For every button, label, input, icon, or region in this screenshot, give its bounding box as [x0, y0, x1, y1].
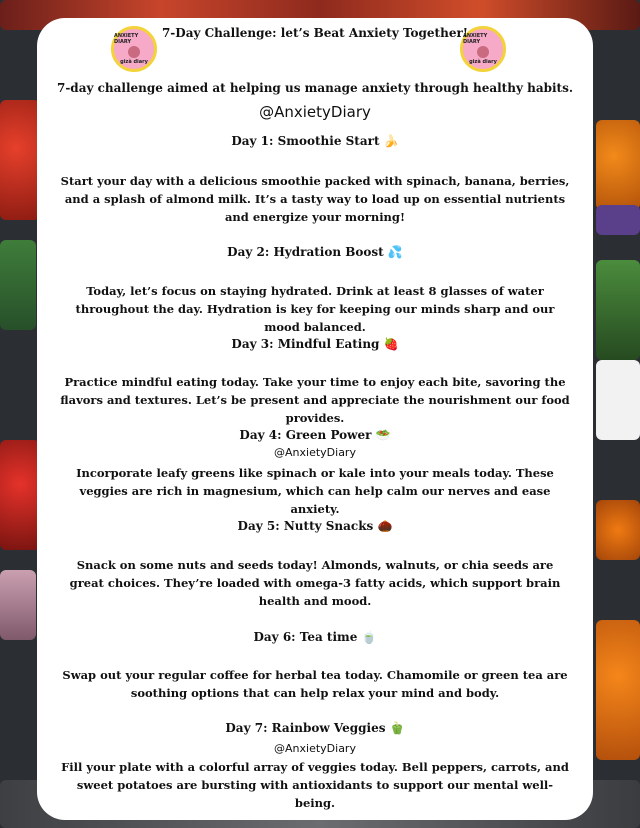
day-6-text: Swap out your regular coffee for herbal tea today. Chamomile or green tea are soothing options that can help relax your mind and body.	[62, 668, 568, 700]
challenge-card	[37, 18, 593, 820]
produce-shelf	[596, 205, 640, 235]
day-heading-text: Day 7: Rainbow Veggies	[225, 721, 386, 735]
bell-pepper-icon: 🫑	[389, 721, 405, 735]
day-7-heading	[37, 721, 593, 735]
tea-cup-icon: 🍵	[361, 630, 377, 644]
logo-face-icon	[128, 46, 140, 58]
day-heading-text: Day 4: Green Power	[239, 428, 372, 442]
day-2-heading	[37, 245, 593, 259]
produce-shelf	[0, 440, 40, 550]
day-6-heading	[37, 630, 593, 644]
day-heading-text: Day 1: Smoothie Start	[231, 134, 380, 148]
day-4-heading	[37, 428, 593, 442]
day-heading-text: Day 3: Mindful Eating	[231, 337, 380, 351]
author-handle: @AnxietyDiary	[259, 103, 371, 121]
day-3-heading	[37, 337, 593, 351]
produce-shelf	[0, 100, 40, 220]
price-tag	[596, 360, 640, 440]
water-drops-icon: 💦	[387, 245, 403, 259]
salad-icon: 🥗	[375, 428, 391, 442]
chestnut-icon: 🌰	[377, 519, 393, 533]
logo-text-top: ANXIETY DIARY	[463, 33, 488, 45]
produce-shelf	[0, 570, 36, 640]
author-handle: @AnxietyDiary	[274, 446, 356, 459]
day-1-heading	[37, 134, 593, 148]
produce-shelf	[596, 260, 640, 360]
day-heading-text: Day 6: Tea time	[253, 630, 358, 644]
logo-face-icon	[477, 46, 489, 58]
logo-text-bottom: gizà diary	[120, 59, 148, 65]
intro-text: 7-day challenge aimed at helping us manage anxiety through healthy habits.	[56, 81, 574, 95]
banana-icon: 🍌	[383, 134, 399, 148]
day-3-text: Practice mindful eating today. Take your time to enjoy each bite, savoring the flavors and textures. Let’s be present and appreciate the nourishment our food provides.	[60, 375, 570, 425]
day-1-text: Start your day with a delicious smoothie packed with spinach, banana, berries, and a splash of almond milk. It’s a tasty way to load up on essential nutrients and energize your morning!	[60, 174, 570, 224]
day-2-text: Today, let’s focus on staying hydrated. Drink at least 8 glasses of water throughout the day. Hydration is key for keeping our minds sharp and our mood balanced.	[75, 284, 555, 334]
day-heading-text: Day 5: Nutty Snacks	[237, 519, 374, 533]
logo-text-top: ANXIETY DIARY	[114, 33, 139, 45]
produce-shelf	[596, 500, 640, 560]
day-heading-text: Day 2: Hydration Boost	[227, 245, 384, 259]
page-title: 7-Day Challenge: let’s Beat Anxiety Together!	[161, 26, 469, 40]
day-5-heading	[37, 519, 593, 533]
strawberry-icon: 🍓	[383, 337, 399, 351]
author-handle: @AnxietyDiary	[274, 742, 356, 755]
logo-text-bottom: gizà diary	[469, 59, 497, 65]
day-7-text: Fill your plate with a colorful array of veggies today. Bell peppers, carrots, and sweet potatoes are bursting with antioxidants to support our mental well-being.	[61, 760, 569, 810]
produce-shelf	[596, 120, 640, 210]
day-4-text: Incorporate leafy greens like spinach or kale into your meals today. These veggies are rich in magnesium, which can help calm our nerves and ease anxiety.	[76, 466, 554, 516]
produce-shelf	[596, 620, 640, 760]
produce-shelf	[0, 240, 36, 330]
day-5-text: Snack on some nuts and seeds today! Almonds, walnuts, or chia seeds are great choices. They’re loaded with omega-3 fatty acids, which support brain health and mood.	[69, 558, 561, 608]
